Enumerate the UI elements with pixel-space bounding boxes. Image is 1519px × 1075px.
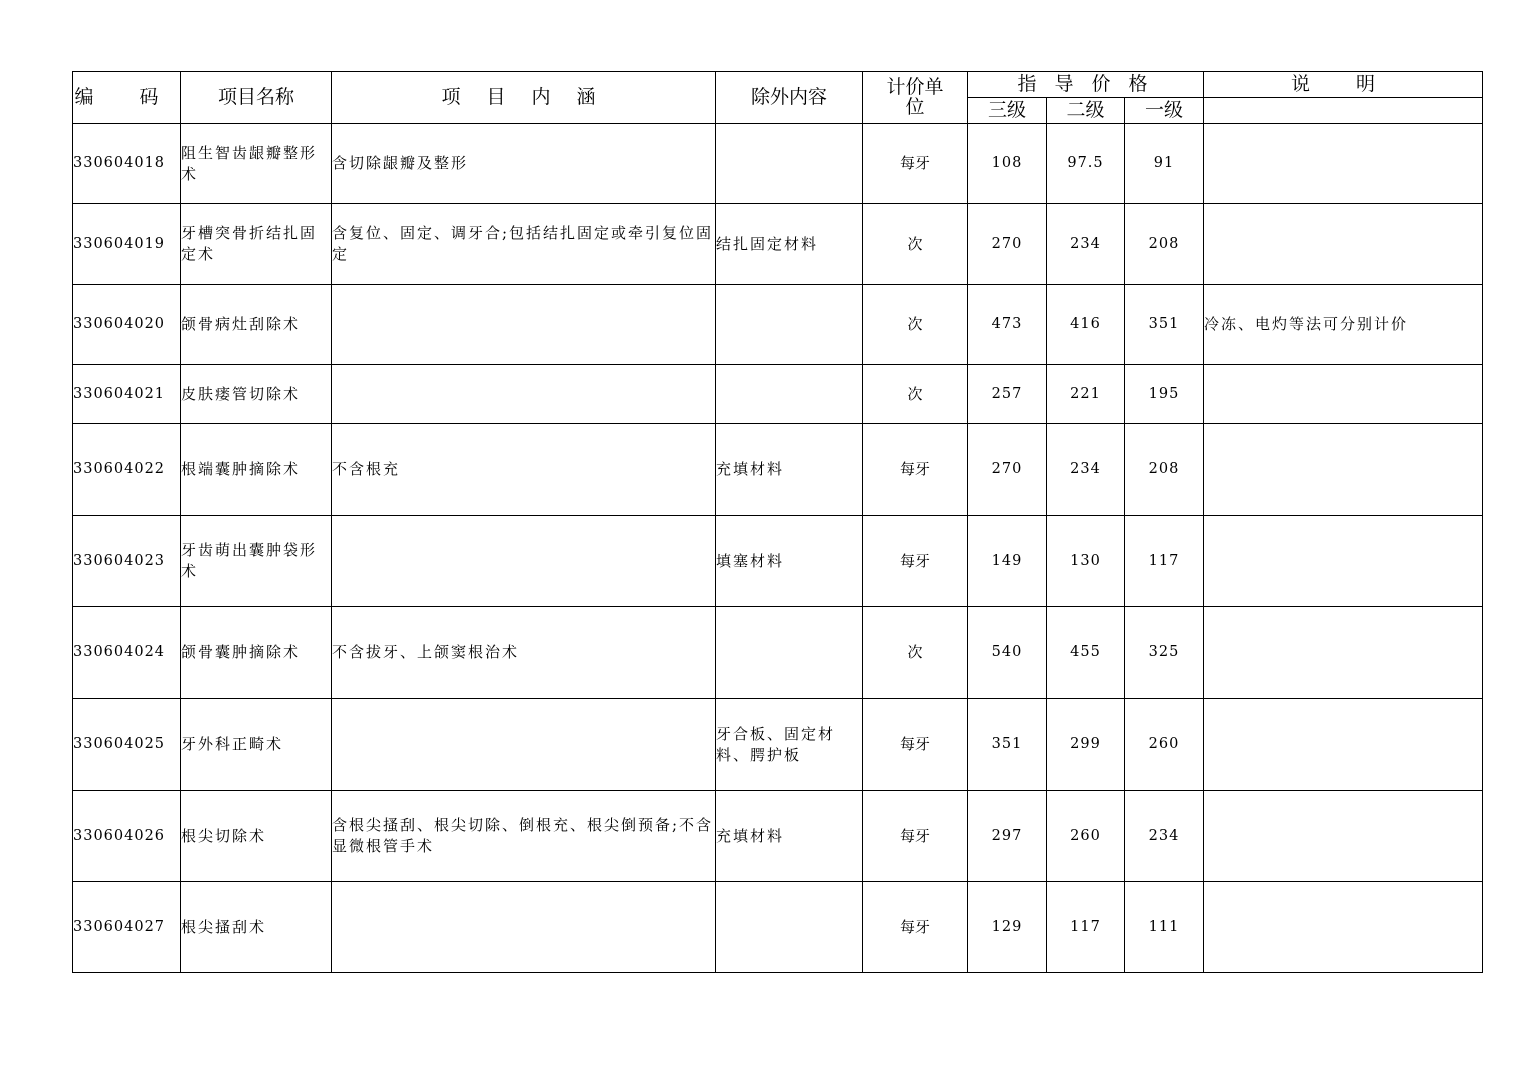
table-row: [73, 285, 1483, 365]
header-exclusion: 除外内容: [716, 72, 863, 124]
price-level1: 117: [1125, 516, 1204, 607]
item-name: 牙槽突骨折结扎固定术: [181, 204, 332, 285]
price-level2: 234: [1047, 204, 1125, 285]
item-note: [1204, 699, 1483, 791]
item-unit: 次: [863, 285, 968, 365]
item-note: [1204, 516, 1483, 607]
item-name: 颌骨病灶刮除术: [181, 285, 332, 365]
item-note: [1204, 124, 1483, 204]
price-table: [72, 71, 1483, 973]
item-exclusion: [716, 365, 863, 424]
header-level1: 一级: [1125, 98, 1204, 124]
table-row: [73, 607, 1483, 699]
item-code: 330604019: [73, 204, 181, 285]
item-unit: 每牙: [863, 699, 968, 791]
item-name: 牙齿萌出囊肿袋形术: [181, 516, 332, 607]
item-content: [332, 516, 716, 607]
price-level2: 416: [1047, 285, 1125, 365]
item-content: 含切除龈瓣及整形: [332, 124, 716, 204]
item-exclusion: 结扎固定材料: [716, 204, 863, 285]
item-name: 皮肤瘘管切除术: [181, 365, 332, 424]
item-exclusion: 牙合板、固定材料、腭护板: [716, 699, 863, 791]
item-unit: 次: [863, 204, 968, 285]
price-level2: 221: [1047, 365, 1125, 424]
item-code: 330604026: [73, 791, 181, 882]
table-row: [73, 124, 1483, 204]
item-note: [1204, 204, 1483, 285]
item-unit: 每牙: [863, 516, 968, 607]
price-level3: 108: [968, 124, 1047, 204]
header-note: 说 明: [1204, 72, 1483, 98]
price-level1: 260: [1125, 699, 1204, 791]
item-code: 330604025: [73, 699, 181, 791]
item-exclusion: 充填材料: [716, 424, 863, 516]
item-content: 含根尖搔刮、根尖切除、倒根充、根尖倒预备;不含显微根管手术: [332, 791, 716, 882]
header-name: 项目名称: [181, 72, 332, 124]
item-note: 冷冻、电灼等法可分别计价: [1204, 285, 1483, 365]
item-exclusion: 充填材料: [716, 791, 863, 882]
price-level3: 149: [968, 516, 1047, 607]
table-row: [73, 791, 1483, 882]
item-name: 阻生智齿龈瓣整形术: [181, 124, 332, 204]
price-level3: 297: [968, 791, 1047, 882]
price-level2: 260: [1047, 791, 1125, 882]
item-exclusion: [716, 124, 863, 204]
item-unit: 每牙: [863, 124, 968, 204]
item-code: 330604027: [73, 882, 181, 973]
item-name: 根尖搔刮术: [181, 882, 332, 973]
item-note: [1204, 365, 1483, 424]
price-level1: 91: [1125, 124, 1204, 204]
item-note: [1204, 882, 1483, 973]
header-unit: 计价单位: [863, 72, 968, 124]
item-exclusion: [716, 882, 863, 973]
price-level1: 351: [1125, 285, 1204, 365]
item-content: [332, 365, 716, 424]
item-unit: 每牙: [863, 424, 968, 516]
price-level3: 129: [968, 882, 1047, 973]
item-unit: 每牙: [863, 791, 968, 882]
table-row: [73, 516, 1483, 607]
header-content: 项 目 内 涵: [332, 72, 716, 124]
item-content: 不含根充: [332, 424, 716, 516]
table-row: [73, 424, 1483, 516]
item-content: 不含拔牙、上颌窦根治术: [332, 607, 716, 699]
item-code: 330604020: [73, 285, 181, 365]
price-level1: 234: [1125, 791, 1204, 882]
price-level3: 351: [968, 699, 1047, 791]
item-code: 330604021: [73, 365, 181, 424]
price-level3: 540: [968, 607, 1047, 699]
item-content: [332, 882, 716, 973]
table-row: [73, 365, 1483, 424]
item-name: 牙外科正畸术: [181, 699, 332, 791]
price-level1: 195: [1125, 365, 1204, 424]
price-level1: 208: [1125, 204, 1204, 285]
header-code: 编 码: [73, 72, 181, 124]
item-content: 含复位、固定、调牙合;包括结扎固定或牵引复位固定: [332, 204, 716, 285]
price-level1: 208: [1125, 424, 1204, 516]
header-note-blank: [1204, 98, 1483, 124]
item-unit: 每牙: [863, 882, 968, 973]
header-level2: 二级: [1047, 98, 1125, 124]
item-note: [1204, 607, 1483, 699]
table-row: [73, 882, 1483, 973]
price-level2: 97.5: [1047, 124, 1125, 204]
item-note: [1204, 791, 1483, 882]
item-exclusion: [716, 285, 863, 365]
header-level3: 三级: [968, 98, 1047, 124]
price-level2: 455: [1047, 607, 1125, 699]
price-level2: 117: [1047, 882, 1125, 973]
table-row: [73, 699, 1483, 791]
item-code: 330604024: [73, 607, 181, 699]
price-level2: 299: [1047, 699, 1125, 791]
price-level1: 111: [1125, 882, 1204, 973]
item-code: 330604018: [73, 124, 181, 204]
price-level2: 130: [1047, 516, 1125, 607]
item-note: [1204, 424, 1483, 516]
price-level3: 270: [968, 424, 1047, 516]
price-level3: 257: [968, 365, 1047, 424]
item-unit: 次: [863, 365, 968, 424]
item-exclusion: [716, 607, 863, 699]
item-name: 颌骨囊肿摘除术: [181, 607, 332, 699]
table-row: [73, 204, 1483, 285]
item-exclusion: 填塞材料: [716, 516, 863, 607]
price-level3: 473: [968, 285, 1047, 365]
header-guide-price: 指 导 价 格: [968, 72, 1204, 98]
price-level1: 325: [1125, 607, 1204, 699]
item-name: 根端囊肿摘除术: [181, 424, 332, 516]
item-code: 330604023: [73, 516, 181, 607]
item-code: 330604022: [73, 424, 181, 516]
item-content: [332, 699, 716, 791]
item-content: [332, 285, 716, 365]
item-unit: 次: [863, 607, 968, 699]
table-body: [73, 124, 1483, 973]
price-level3: 270: [968, 204, 1047, 285]
item-name: 根尖切除术: [181, 791, 332, 882]
price-level2: 234: [1047, 424, 1125, 516]
